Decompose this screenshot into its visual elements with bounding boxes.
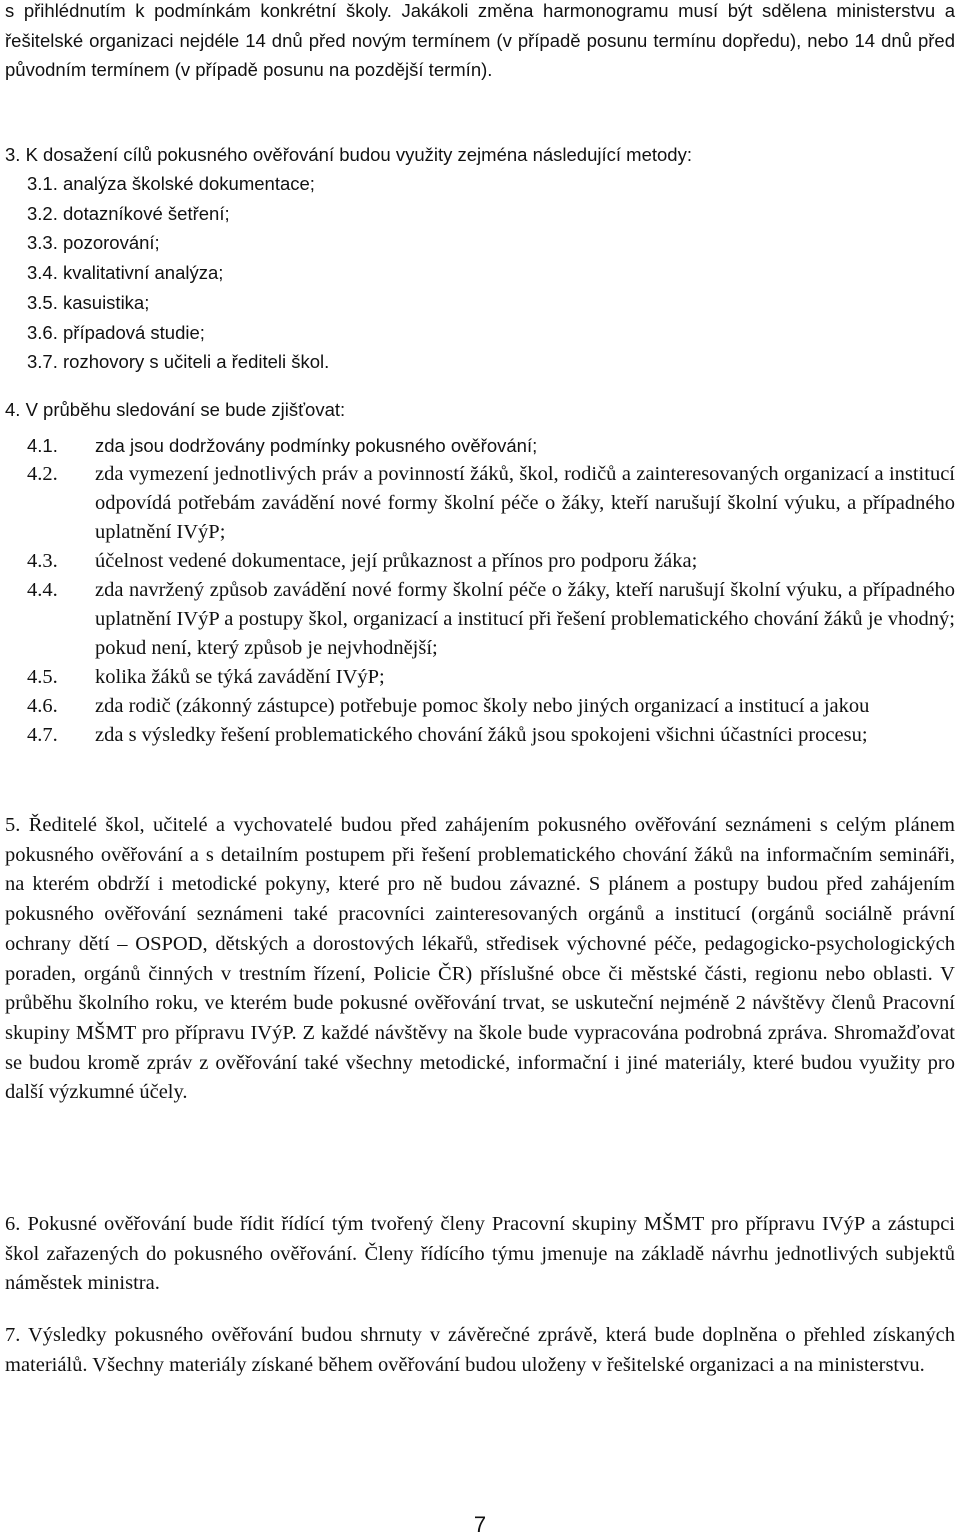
page-number: 7 bbox=[473, 1512, 487, 1537]
list-item bbox=[5, 460, 955, 547]
item-text: zda navržený způsob zavádění nové formy školní péče o žáky, kteří narušují školní výuku, a případného uplatnění IVýP a postupy škol, organizací a institucí při řešení problematického chování žáků je vhodný; pokud není, který způsob je nejvhodnější; bbox=[95, 579, 955, 659]
section-5-paragraph: 5. Ředitelé škol, učitelé a vychovatelé budou před zahájením pokusného ověřování seznámeni s celým plánem pokusného ověřování a s detailním postupem při řešení problematického chování žáků na informačním semináři, na kterém obdrží i metodické pokyny, které pro ně budou závazné. S plánem a postupy budou před zahájením pokusného ověřování seznámeni také pracovníci zainteresovaných orgánů a institucí (orgánů sociálně právní ochrany dětí – OSPOD, dětských a dorostových lékařů, středisek výchovné péče, pedagogicko-psychologických poraden, orgánů činných v trestním řízení, Policie ČR) příslušné obce či městské části, regionu nebo oblasti. V průběhu školního roku, ve kterém bude pokusné ověřování trvat, se uskuteční nejméně 2 návštěvy členů Pracovní skupiny MŠMT pro přípravu IVýP. Z každé návštěvy na škole bude vypracována podrobná zpráva. Shromažďovat se budou kromě zpráv z ověřování také všechny metodické, informační i jiné materiály, které budou využity pro další výzkumné účely. bbox=[5, 814, 955, 1104]
item-number: 4.4. bbox=[27, 579, 58, 601]
list-item bbox=[5, 547, 955, 576]
section-3-heading: 3. K dosažení cílů pokusného ověřování budou využity zejména následující metody: bbox=[5, 144, 692, 165]
list-item: 3.5. kasuistika; bbox=[27, 291, 150, 313]
item-text: kolika žáků se týká zavádění IVýP; bbox=[95, 666, 385, 688]
section-7-paragraph: 7. Výsledky pokusného ověřování budou shrnuty v závěrečné zprávě, která bude doplněna o přehled získaných materiálů. Všechny materiály získané během ověřování budou uloženy v řešitelské organizaci a na ministerstvu. bbox=[5, 1324, 955, 1376]
section-4-heading: 4. V průběhu sledování se bude zjišťovat: bbox=[5, 399, 346, 420]
list-item bbox=[5, 692, 955, 721]
item-number: 4.6. bbox=[27, 695, 58, 717]
section-3 bbox=[5, 140, 955, 377]
item-number: 4.2. bbox=[27, 463, 58, 485]
list-item bbox=[5, 721, 955, 750]
list-item: 3.7. rozhovory s učiteli a řediteli škol. bbox=[27, 351, 330, 373]
item-text: účelnost vedené dokumentace, její průkaznost a přínos pro podporu žáka; bbox=[95, 550, 698, 572]
item-number: 4.3. bbox=[27, 550, 58, 572]
section-4 bbox=[5, 395, 955, 750]
item-text: zda jsou dodržovány podmínky pokusného ověřování; bbox=[95, 435, 538, 456]
list-item: 3.2. dotazníkové šetření; bbox=[27, 202, 230, 224]
item-number: 4.1. bbox=[27, 435, 58, 456]
list-item: 3.6. případová studie; bbox=[27, 321, 205, 343]
list-item bbox=[5, 576, 955, 663]
item-text: zda rodič (zákonný zástupce) potřebuje pomoc školy nebo jiných organizací a institucí a jakou bbox=[95, 695, 870, 717]
item-text: zda s výsledky řešení problematického chování žáků jsou spokojeni všichni účastníci procesu; bbox=[95, 724, 868, 746]
list-item: 3.4. kvalitativní analýza; bbox=[27, 262, 224, 284]
list-item bbox=[5, 431, 955, 460]
item-text: zda vymezení jednotlivých práv a povinností žáků, škol, rodičů a zainteresovaných organizací a institucí odpovídá potřebám zavádění nové formy školní péče o žáky, kteří narušují školní výuku, a případného uplatnění IVýP; bbox=[95, 463, 955, 543]
list-item: 3.3. pozorování; bbox=[27, 232, 160, 254]
item-number: 4.7. bbox=[27, 724, 58, 746]
list-item bbox=[5, 663, 955, 692]
list-item: 3.1. analýza školské dokumentace; bbox=[27, 173, 315, 194]
item-number: 4.5. bbox=[27, 666, 58, 688]
section-6-paragraph: 6. Pokusné ověřování bude řídit řídící tým tvořený členy Pracovní skupiny MŠMT pro přípravu IVýP a zástupci škol zařazených do pokusného ověřování. Členy řídícího týmu jmenuje na základě návrhu jednotlivých subjektů náměstek ministra. bbox=[5, 1213, 955, 1295]
intro-paragraph: s přihlédnutím k podmínkám konkrétní školy. Jakákoli změna harmonogramu musí být sdělena ministerstvu a řešitelské organizaci nejdéle 14 dnů před novým termínem (v případě posunu termínu dopředu), nebo 14 dnů před původním termínem (v případě posunu na pozdější termín). bbox=[5, 0, 955, 80]
